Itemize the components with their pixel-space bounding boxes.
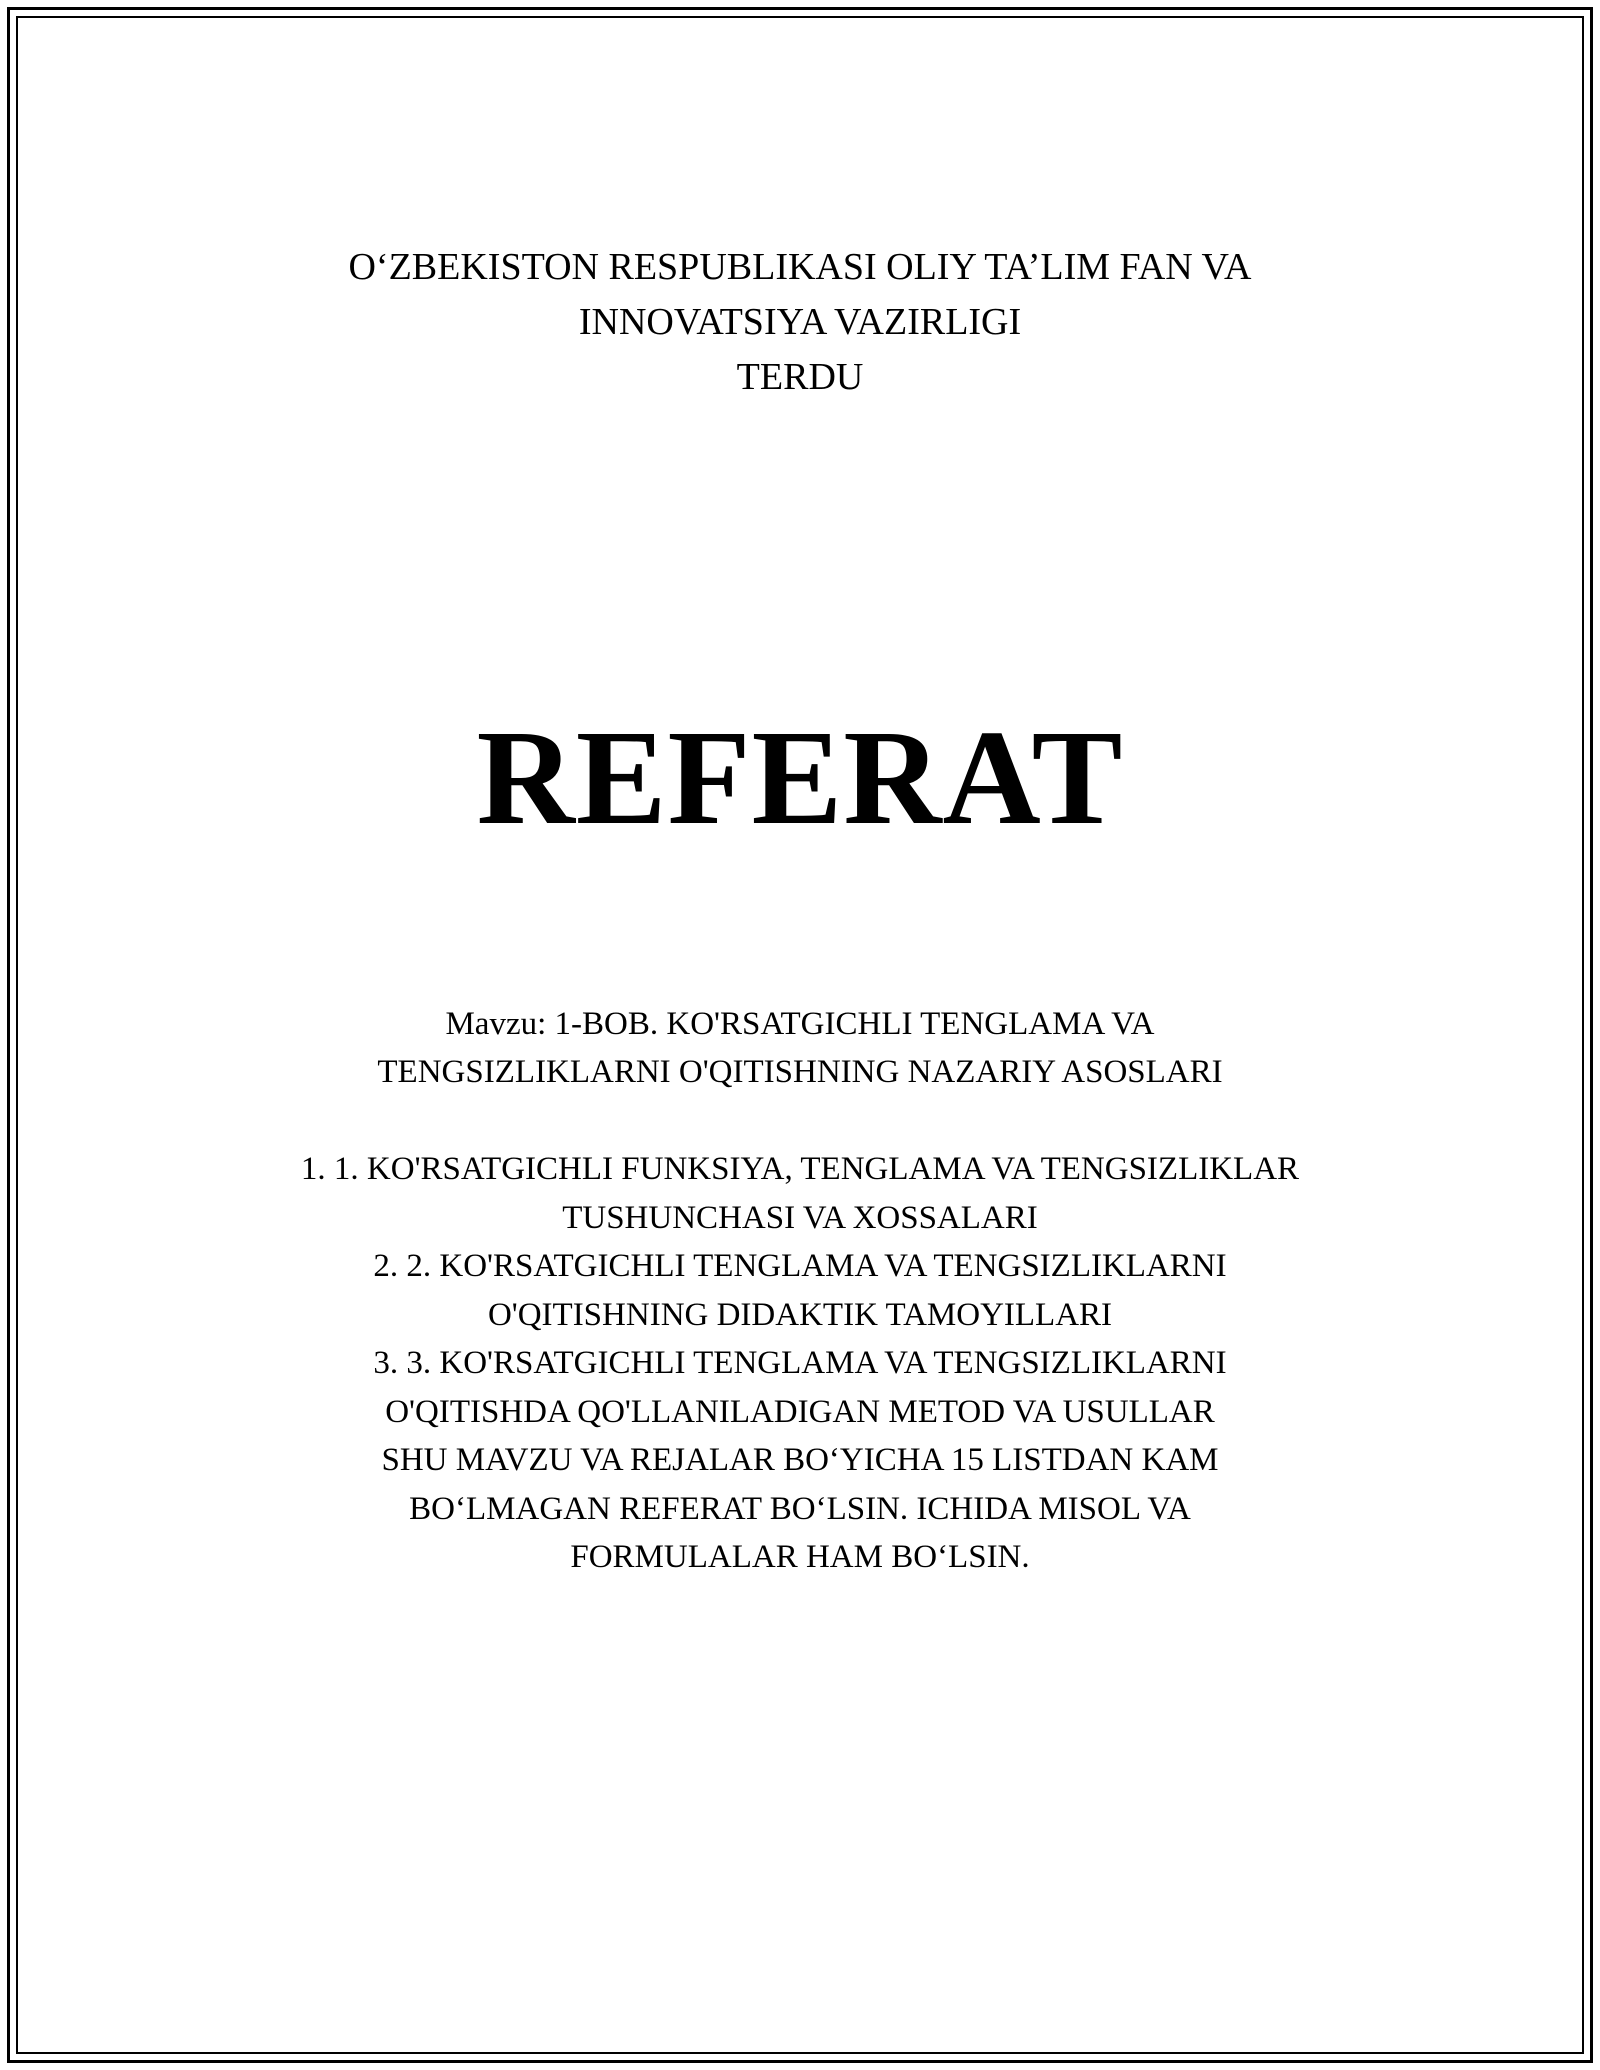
- plan-line: TUSHUNCHASI VA XOSSALARI: [562, 1199, 1038, 1236]
- plan-line: 3. 3. KO'RSATGICHLI TENGLAMA VA TENGSIZLIKLARNI: [373, 1345, 1227, 1381]
- ministry-header: [0, 240, 1600, 405]
- requirement-line: SHU MAVZU VA REJALAR BO‘YICHA 15 LISTDAN KAM: [381, 1442, 1219, 1478]
- plan-line: 1. 1. KO'RSATGICHLI FUNKSIYA, TENGLAMA VA TENGSIZLIKLAR: [300, 1151, 1300, 1187]
- topic-block: [0, 1000, 1600, 1096]
- topic-line: Mavzu: 1-BOB. KO'RSATGICHLI TENGLAMA VA: [445, 1006, 1155, 1042]
- requirement-line: BO‘LMAGAN REFERAT BO‘LSIN. ICHIDA MISOL VA: [409, 1490, 1191, 1527]
- ministry-line: INNOVATSIYA VAZIRLIGI: [578, 301, 1022, 343]
- requirement-line: FORMULALAR HAM BO‘LSIN.: [570, 1539, 1030, 1575]
- ministry-line: O‘ZBEKISTON RESPUBLIKASI OLIY TA’LIM FAN VA: [348, 246, 1252, 288]
- plan-block: [0, 1145, 1600, 1582]
- plan-line: O'QITISHDA QO'LLANILADIGAN METOD VA USULLAR: [385, 1393, 1215, 1430]
- plan-line: 2. 2. KO'RSATGICHLI TENGLAMA VA TENGSIZLIKLARNI: [373, 1248, 1227, 1284]
- plan-line: O'QITISHNING DIDAKTIK TAMOYILLARI: [487, 1296, 1113, 1333]
- university-name: TERDU: [736, 356, 864, 398]
- document-title: REFERAT: [476, 703, 1124, 853]
- topic-line: TENGSIZLIKLARNI O'QITISHNING NAZARIY ASOSLARI: [377, 1054, 1223, 1090]
